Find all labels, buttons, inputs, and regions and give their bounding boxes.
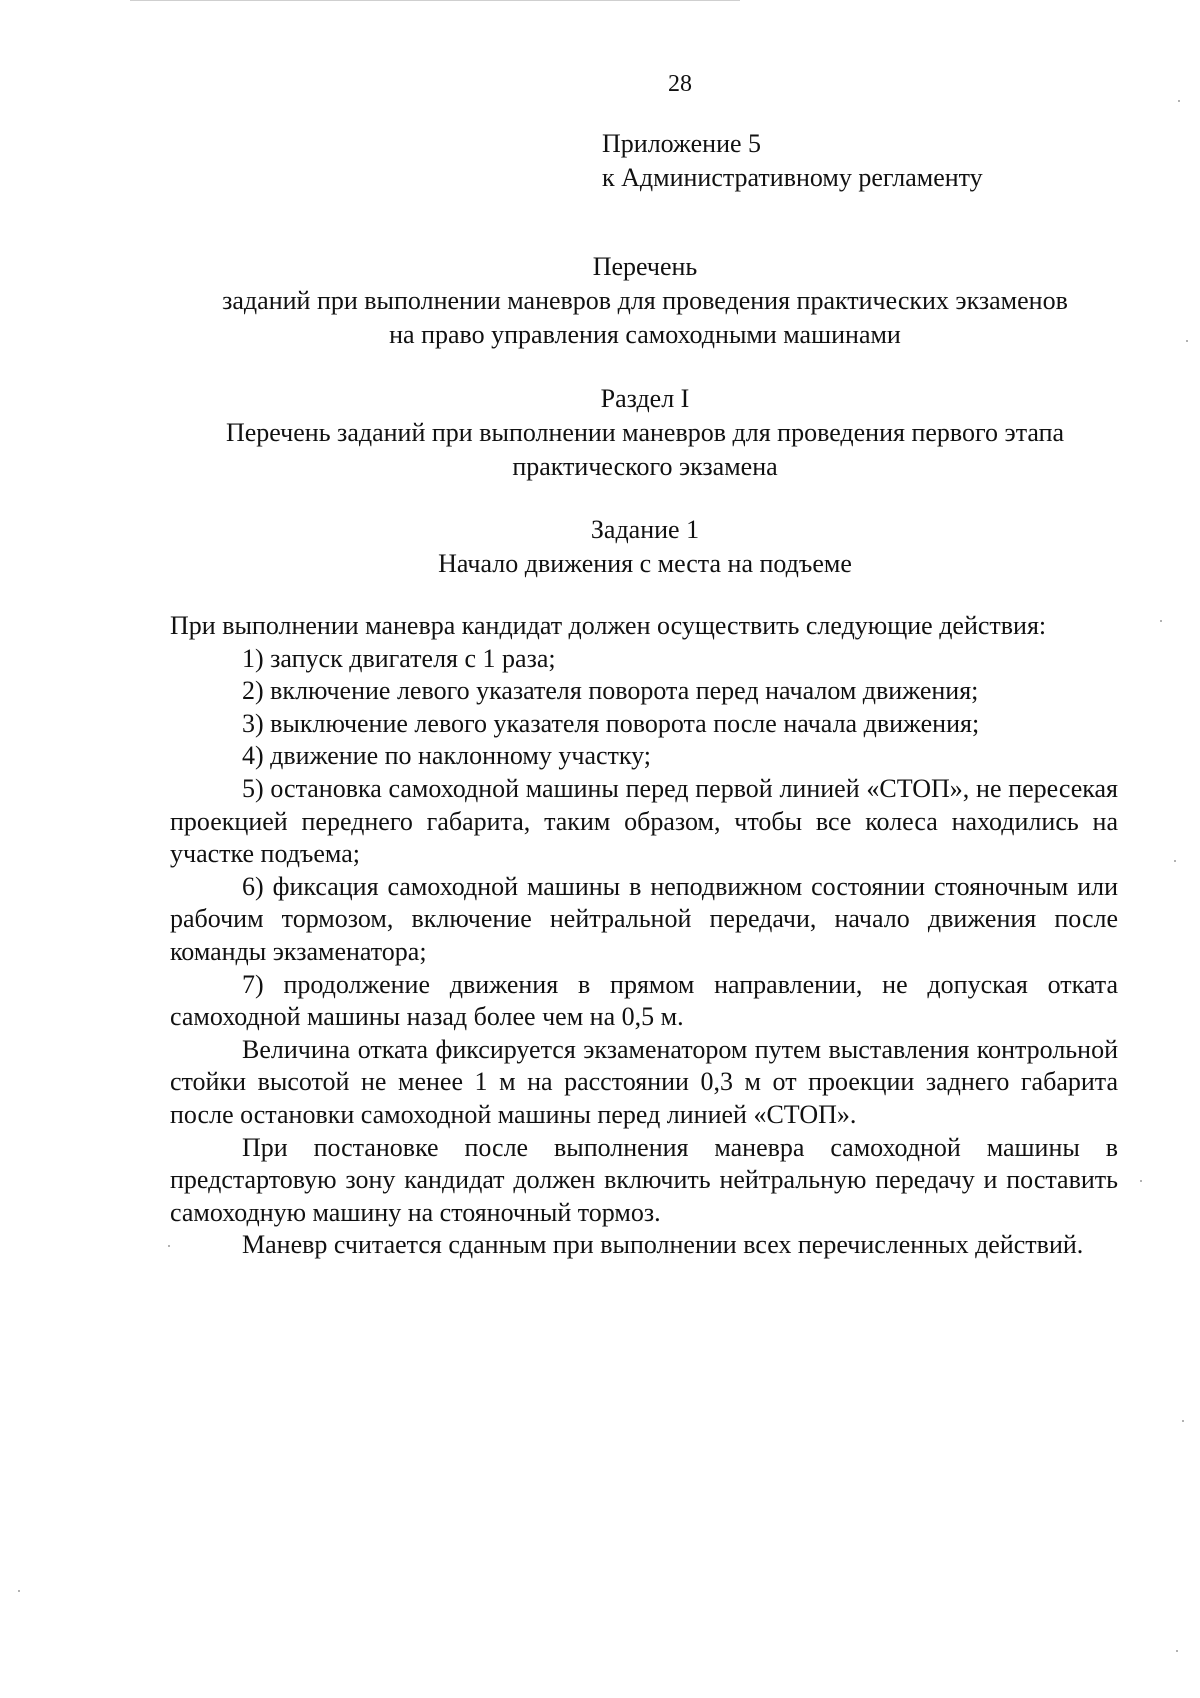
scan-speck <box>1178 100 1180 102</box>
list-item: 2) включение левого указателя поворота перед началом движения; <box>242 676 979 706</box>
page-number: 28 <box>668 71 692 97</box>
body-paragraph: Маневр считается сданным при выполнении всех перечисленных действий. <box>242 1230 1084 1260</box>
title-line-3: на право управления самоходными машинами <box>389 320 901 349</box>
task-body <box>170 610 1118 1262</box>
body-paragraph: При постановке после выполнения маневра самоходной машины в предстартовую зону кандидат должен включить нейтральную передачу и поставить самоходную машину на стояночный тормоз. <box>170 1132 1118 1227</box>
scan-speck <box>1182 1420 1184 1422</box>
scan-edge-line <box>130 0 740 1</box>
list-item: 4) движение по наклонному участку; <box>242 741 652 771</box>
scan-speck <box>18 1590 20 1592</box>
task-heading <box>165 513 1125 581</box>
list-item: 6) фиксация самоходной машины в неподвижном состоянии стояночным или рабочим тормозом, включение нейтральной передачи, начало движения после команды экзаменатора; <box>170 871 1118 966</box>
list-item: 5) остановка самоходной машины перед первой линией «СТОП», не пересекая проекцией переднего габарита, таким образом, чтобы все колеса находились на участке подъема; <box>170 773 1118 869</box>
section-title-line-2: практического экзамена <box>512 452 778 481</box>
appendix-line-2: к Административному регламенту <box>602 163 983 192</box>
scan-speck <box>1176 1650 1178 1652</box>
scan-speck <box>1186 340 1188 342</box>
intro-paragraph: При выполнении маневра кандидат должен осуществить следующие действия: <box>170 611 1047 640</box>
appendix-line-1: Приложение 5 <box>602 129 762 158</box>
section-title-line-1: Перечень заданий при выполнении маневров для проведения первого этапа <box>225 418 1065 447</box>
task-title: Начало движения с места на подъеме <box>438 549 852 578</box>
body-paragraph: Величина отката фиксируется экзаменатором путем выставления контрольной стойки высотой не менее 1 м на расстоянии 0,3 м от проекции заднего габарита после остановки самоходной машины перед линией «СТОП». <box>170 1034 1118 1129</box>
scan-speck <box>1174 860 1176 862</box>
task-label: Задание 1 <box>590 515 700 544</box>
appendix-header <box>602 127 983 195</box>
document-title <box>165 250 1125 352</box>
section-label: Раздел I <box>600 384 690 413</box>
list-item: 3) выключение левого указателя поворота после начала движения; <box>242 708 980 738</box>
title-line-1: Перечень <box>592 252 698 281</box>
list-item: 7) продолжение движения в прямом направлении, не допуская отката самоходной машины назад более чем на 0,5 м. <box>170 969 1118 1032</box>
title-line-2: заданий при выполнении маневров для проведения практических экзаменов <box>222 286 1068 315</box>
list-item: 1) запуск двигателя с 1 раза; <box>242 643 556 673</box>
scan-speck <box>1140 1180 1142 1182</box>
scan-speck <box>1160 620 1162 622</box>
section-heading <box>165 382 1125 484</box>
scan-speck <box>168 1245 170 1247</box>
